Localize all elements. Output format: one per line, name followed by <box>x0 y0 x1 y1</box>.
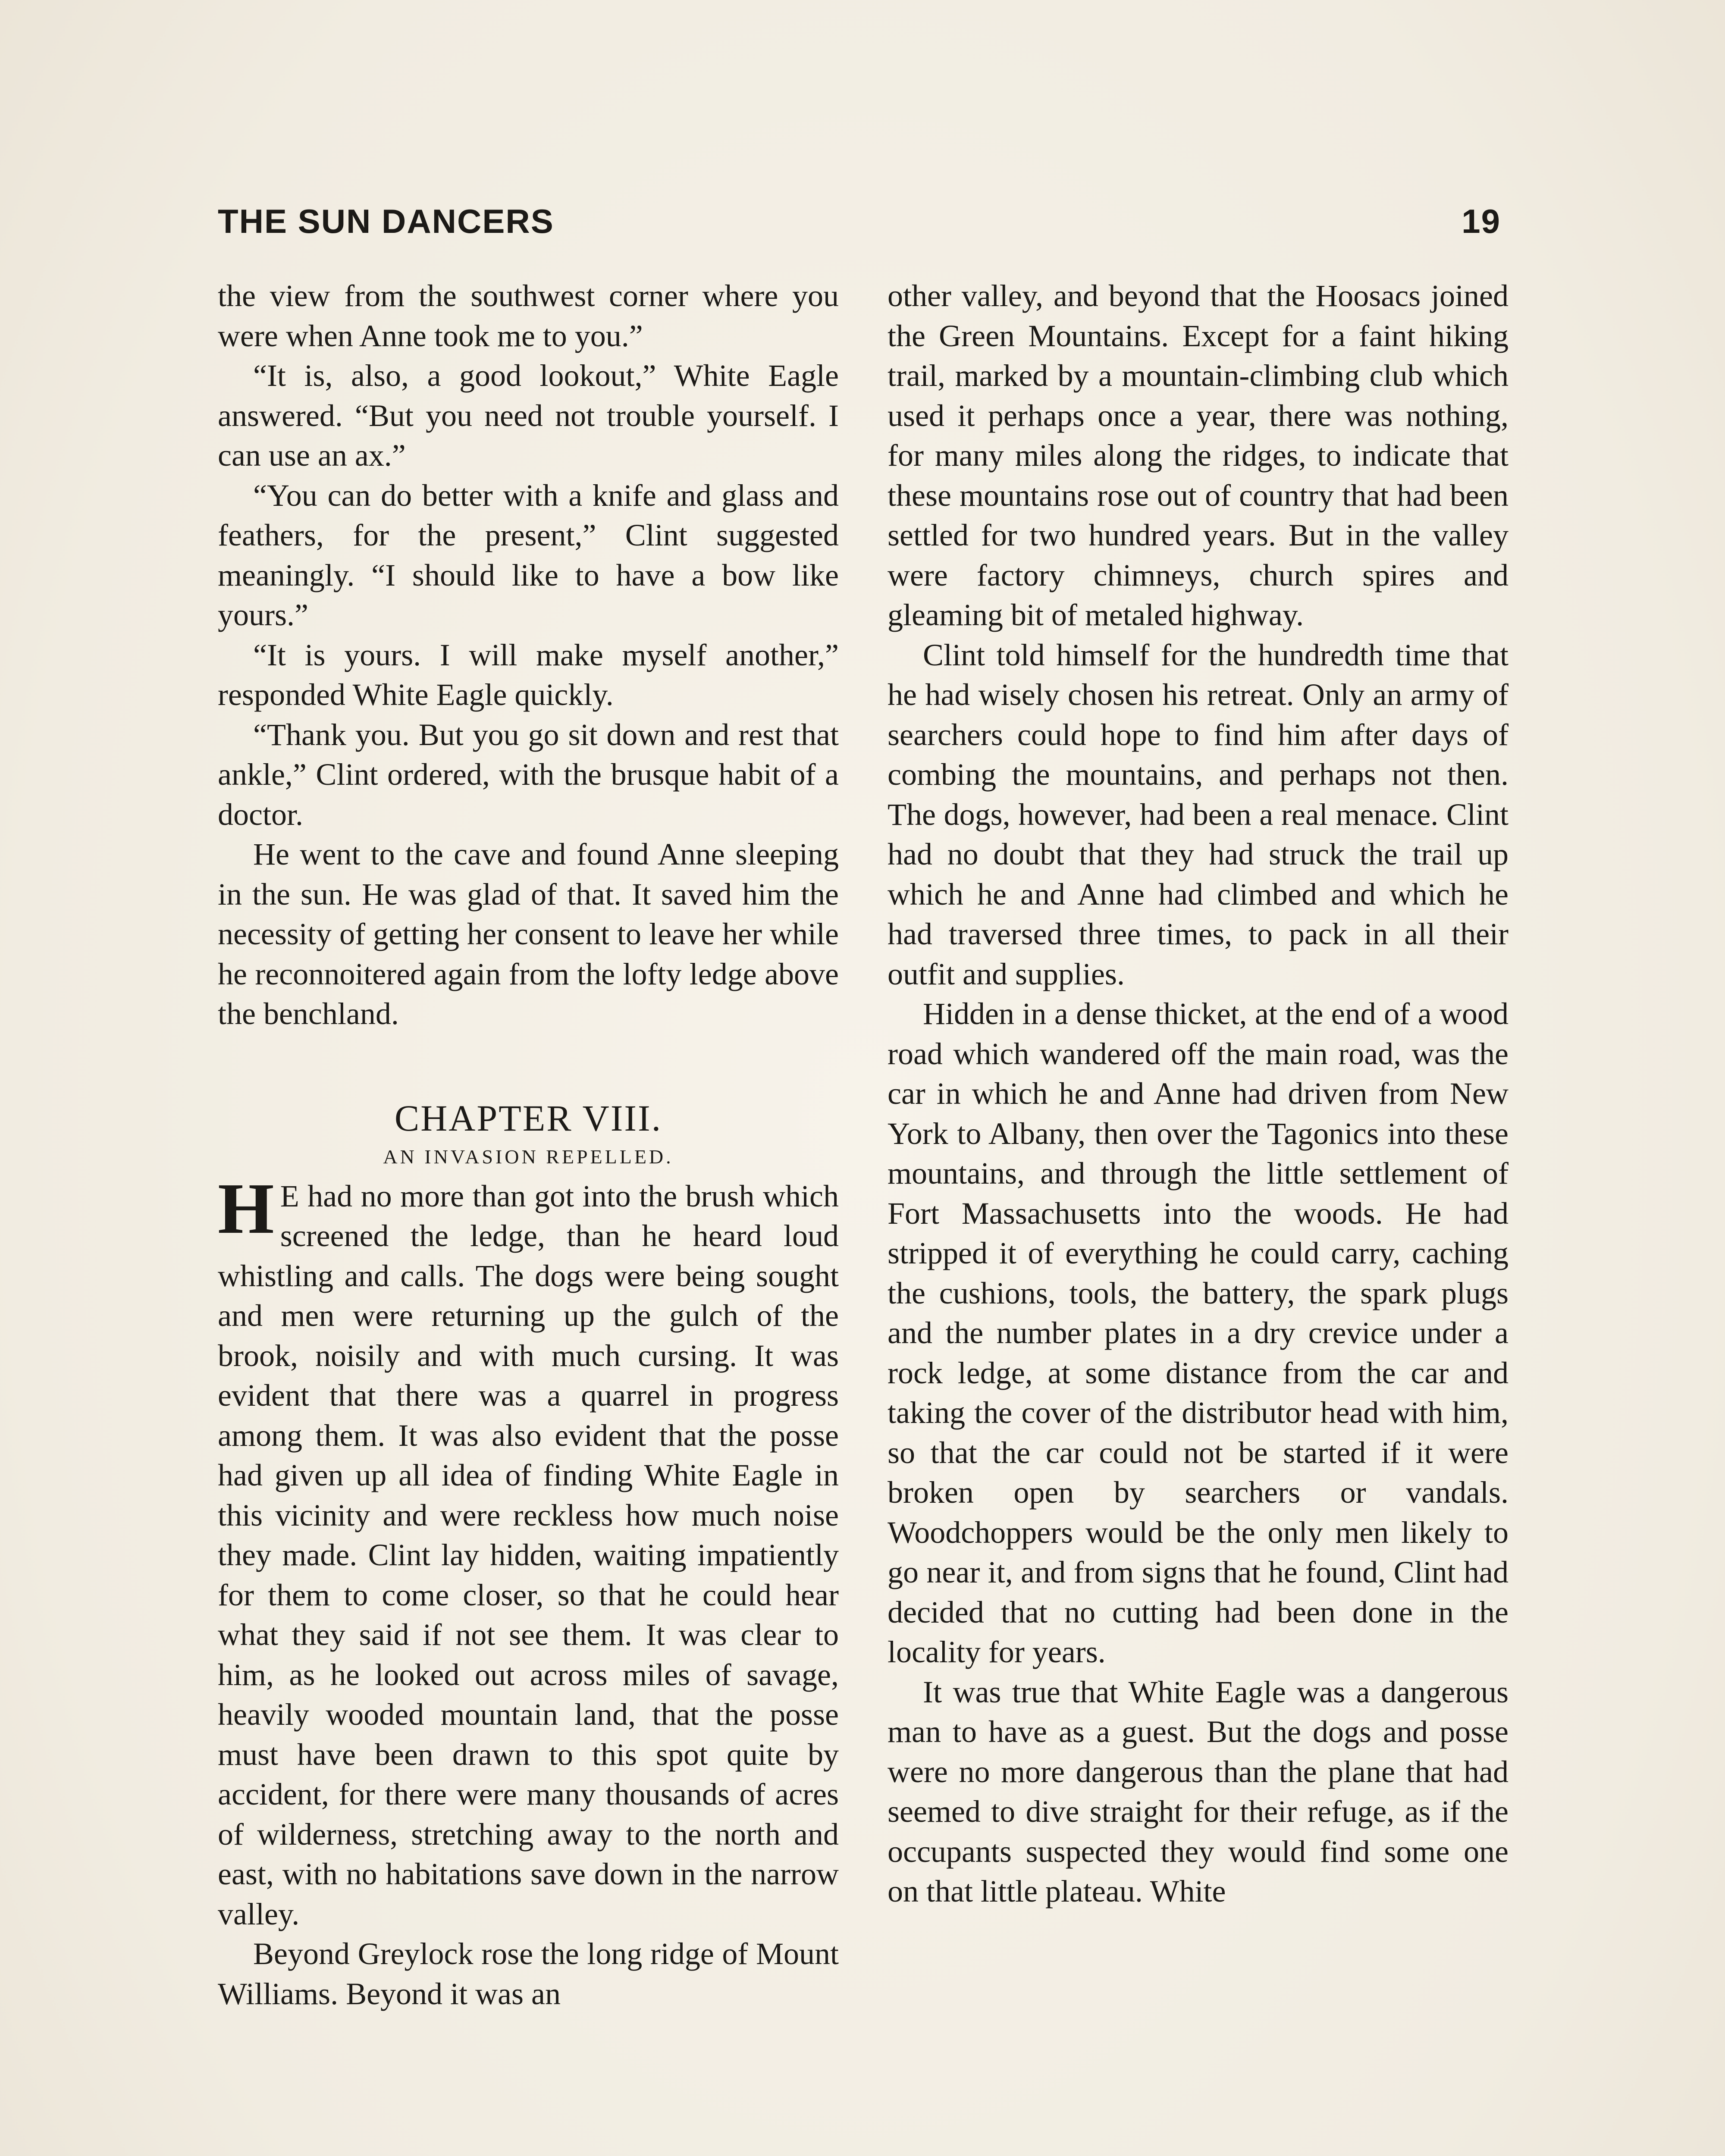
paragraph: He went to the cave and found Anne sleeping in the sun. He was glad of that. It saved him the necessity of getting her consent to leave her while he reconnoitered again from the lofty ledge above the benchland. <box>218 837 839 1031</box>
paragraph: “Thank you. But you go sit down and rest that ankle,” Clint ordered, with the brusque habit of a doctor. <box>218 717 839 832</box>
left-column <box>218 276 839 2014</box>
chapter-heading <box>218 1094 839 1172</box>
paragraph: “It is yours. I will make myself another,” responded White Eagle quickly. <box>218 637 839 712</box>
paragraph: other valley, and beyond that the Hoosacs joined the Green Mountains. Except for a faint hiking trail, marked by a mountain-climbing club which used it perhaps once a year, there was nothing, for many miles along the ridges, to indicate that these mountains rose out of country that had been settled for two hundred years. But in the valley were factory chimneys, church spires and gleaming bit of metaled highway. <box>888 279 1509 632</box>
paragraph: It was true that White Eagle was a dangerous man to have as a guest. But the dogs and posse were no more dangerous than the plane that had seemed to dive straight for their refuge, as if the occupants suspected they would find some one on that little plateau. White <box>888 1674 1509 1908</box>
right-column <box>888 276 1509 1912</box>
paragraph: “You can do better with a knife and glass and feathers, for the present,” Clint suggested meaningly. “I should like to have a bow like yours.” <box>218 478 839 632</box>
paragraph: “It is, also, a good lookout,” White Eagle answered. “But you need not trouble yourself. I can use an ax.” <box>218 358 839 473</box>
paragraph: Clint told himself for the hundredth time that he had wisely chosen his retreat. Only an army of searchers could hope to find him after days of combing the mountains, and perhaps not then. The dogs, however, had been a real menace. Clint had no doubt that they had struck the trail up which he and Anne had climbed and which he had traversed three times, to pack in all their outfit and supplies. <box>888 637 1509 991</box>
drop-cap: H <box>218 1168 274 1249</box>
paragraph: Hidden in a dense thicket, at the end of a wood road which wandered off the main road, was the car in which he and Anne had driven from New York to Albany, then over the Tagonics into these mountains, and through the little settlement of Fort Massachusetts into the woods. He had stripped it of everything he could carry, caching the cushions, tools, the battery, the spark plugs and the number plates in a dry crevice under a rock ledge, at some distance from the car and taking the cover of the distributor head with him, so that the car could not be started if it were broken open by searchers or vandals. Woodchoppers would be the only men likely to go near it, and from signs that he found, Clint had decided that no cutting had been done in the locality for years. <box>888 997 1509 1669</box>
paragraph-text: E had no more than got into the brush which screened the ledge, than he heard loud whistling and calls. The dogs were being sought and men were returning up the gulch of the brook, noisily and with much cursing. It was evident that there was a quarrel in progress among them. It was also evident that the posse had given up all idea of finding White Eagle in this vicinity and were reckless how much noise they made. Clint lay hidden, waiting impatiently for them to come closer, so that he could hear what they said if not see them. It was clear to him, as he looked out across miles of savage, heavily wooded mountain land, that the posse must have been drawn to this spot quite by accident, for there were many thousands of acres of wilderness, stretching away to the north and east, with no habitations save down in the narrow valley. <box>218 1178 839 1931</box>
paragraph: the view from the southwest corner where you were when Anne took me to you.” <box>218 279 839 353</box>
running-head <box>218 202 1501 245</box>
chapter-title: CHAPTER VIII. <box>394 1097 662 1139</box>
paragraph: Beyond Greylock rose the long ridge of Mount Williams. Beyond it was an <box>218 1937 839 2011</box>
chapter-opening-paragraph <box>218 1168 839 1934</box>
chapter-subtitle: AN INVASION REPELLED. <box>383 1145 674 1168</box>
page-number: 19 <box>1462 202 1501 240</box>
book-title: THE SUN DANCERS <box>218 202 554 240</box>
